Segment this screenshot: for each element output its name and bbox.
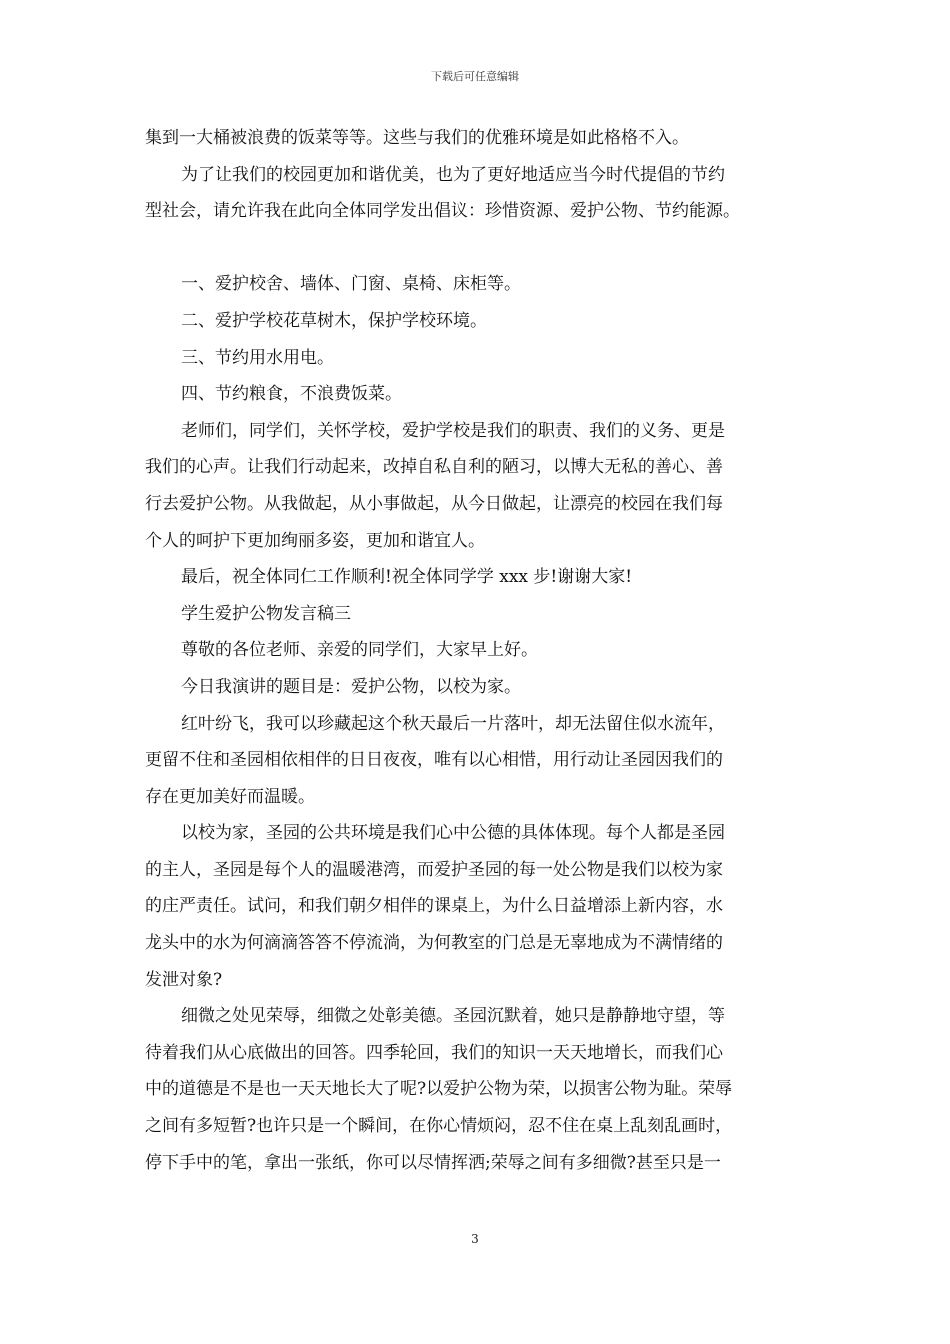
body-line: 待着我们从心底做出的回答。四季轮回，我们的知识一天天地增长，而我们心 [145, 1042, 723, 1063]
body-line: 的庄严责任。试问，和我们朝夕相伴的课桌上，为什么日益增添上新内容，水 [145, 896, 723, 917]
body-line: 最后，祝全体同仁工作顺利!祝全体同学学 xxx 步!谢谢大家! [181, 567, 633, 588]
body-line: 老师们，同学们，关怀学校，爱护学校是我们的职责、我们的义务、更是 [181, 420, 725, 441]
list-item: 四、节约粮食，不浪费饭菜。 [181, 384, 402, 405]
body-line: 发泄对象? [145, 969, 223, 990]
body-line: 尊敬的各位老师、亲爱的同学们，大家早上好。 [181, 640, 538, 661]
body-line: 存在更加美好而温暖。 [145, 786, 315, 807]
list-item: 三、节约用水用电。 [181, 347, 334, 368]
body-line: 行去爱护公物。从我做起，从小事做起，从今日做起，让漂亮的校园在我们每 [145, 493, 723, 514]
body-line: 更留不住和圣园相依相伴的日日夜夜，唯有以心相惜，用行动让圣园因我们的 [145, 750, 723, 771]
body-line: 细微之处见荣辱，细微之处彰美德。圣园沉默着，她只是静静地守望，等 [181, 1006, 725, 1027]
body-line: 集到一大桶被浪费的饭菜等等。这些与我们的优雅环境是如此格格不入。 [145, 128, 689, 148]
body-line: 停下手中的笔，拿出一张纸，你可以尽情挥洒;荣辱之间有多细微?甚至只是一 [145, 1152, 721, 1173]
body-line: 我们的心声。让我们行动起来，改掉自私自利的陋习，以博大无私的善心、善 [145, 457, 723, 478]
body-line: 的主人，圣园是每个人的温暖港湾，而爱护圣园的每一处公物是我们以校为家 [145, 859, 723, 880]
body-line: 个人的呵护下更加绚丽多姿，更加和谐宜人。 [145, 530, 485, 551]
page-number: 3 [471, 1232, 479, 1246]
section-title: 学生爱护公物发言稿三 [181, 603, 351, 624]
document-body [145, 120, 825, 1181]
blank-line [145, 230, 825, 267]
page-header: 下载后可任意编辑 [431, 70, 519, 83]
body-line: 以校为家，圣园的公共环境是我们心中公德的具体体现。每个人都是圣园 [181, 823, 725, 844]
body-line: 之间有多短暂?也许只是一个瞬间，在你心情烦闷，忍不住在桌上乱刻乱画时， [145, 1116, 733, 1137]
body-line: 中的道德是不是也一天天地长大了呢?以爱护公物为荣，以损害公物为耻。荣辱 [145, 1079, 733, 1100]
list-item: 一、爱护校舍、墙体、门窗、桌椅、床柜等。 [181, 274, 521, 295]
body-line: 龙头中的水为何滴滴答答不停流淌，为何教室的门总是无辜地成为不满情绪的 [145, 933, 723, 954]
body-line: 今日我演讲的题目是：爱护公物，以校为家。 [181, 676, 521, 697]
body-line: 为了让我们的校园更加和谐优美，也为了更好地适应当今时代提倡的节约 [181, 164, 725, 185]
list-item: 二、爱护学校花草树木，保护学校环境。 [181, 310, 487, 331]
body-line: 红叶纷飞，我可以珍藏起这个秋天最后一片落叶，却无法留住似水流年， [181, 713, 725, 734]
body-line: 型社会，请允许我在此向全体同学发出倡议：珍惜资源、爱护公物、节约能源。 [145, 201, 740, 222]
